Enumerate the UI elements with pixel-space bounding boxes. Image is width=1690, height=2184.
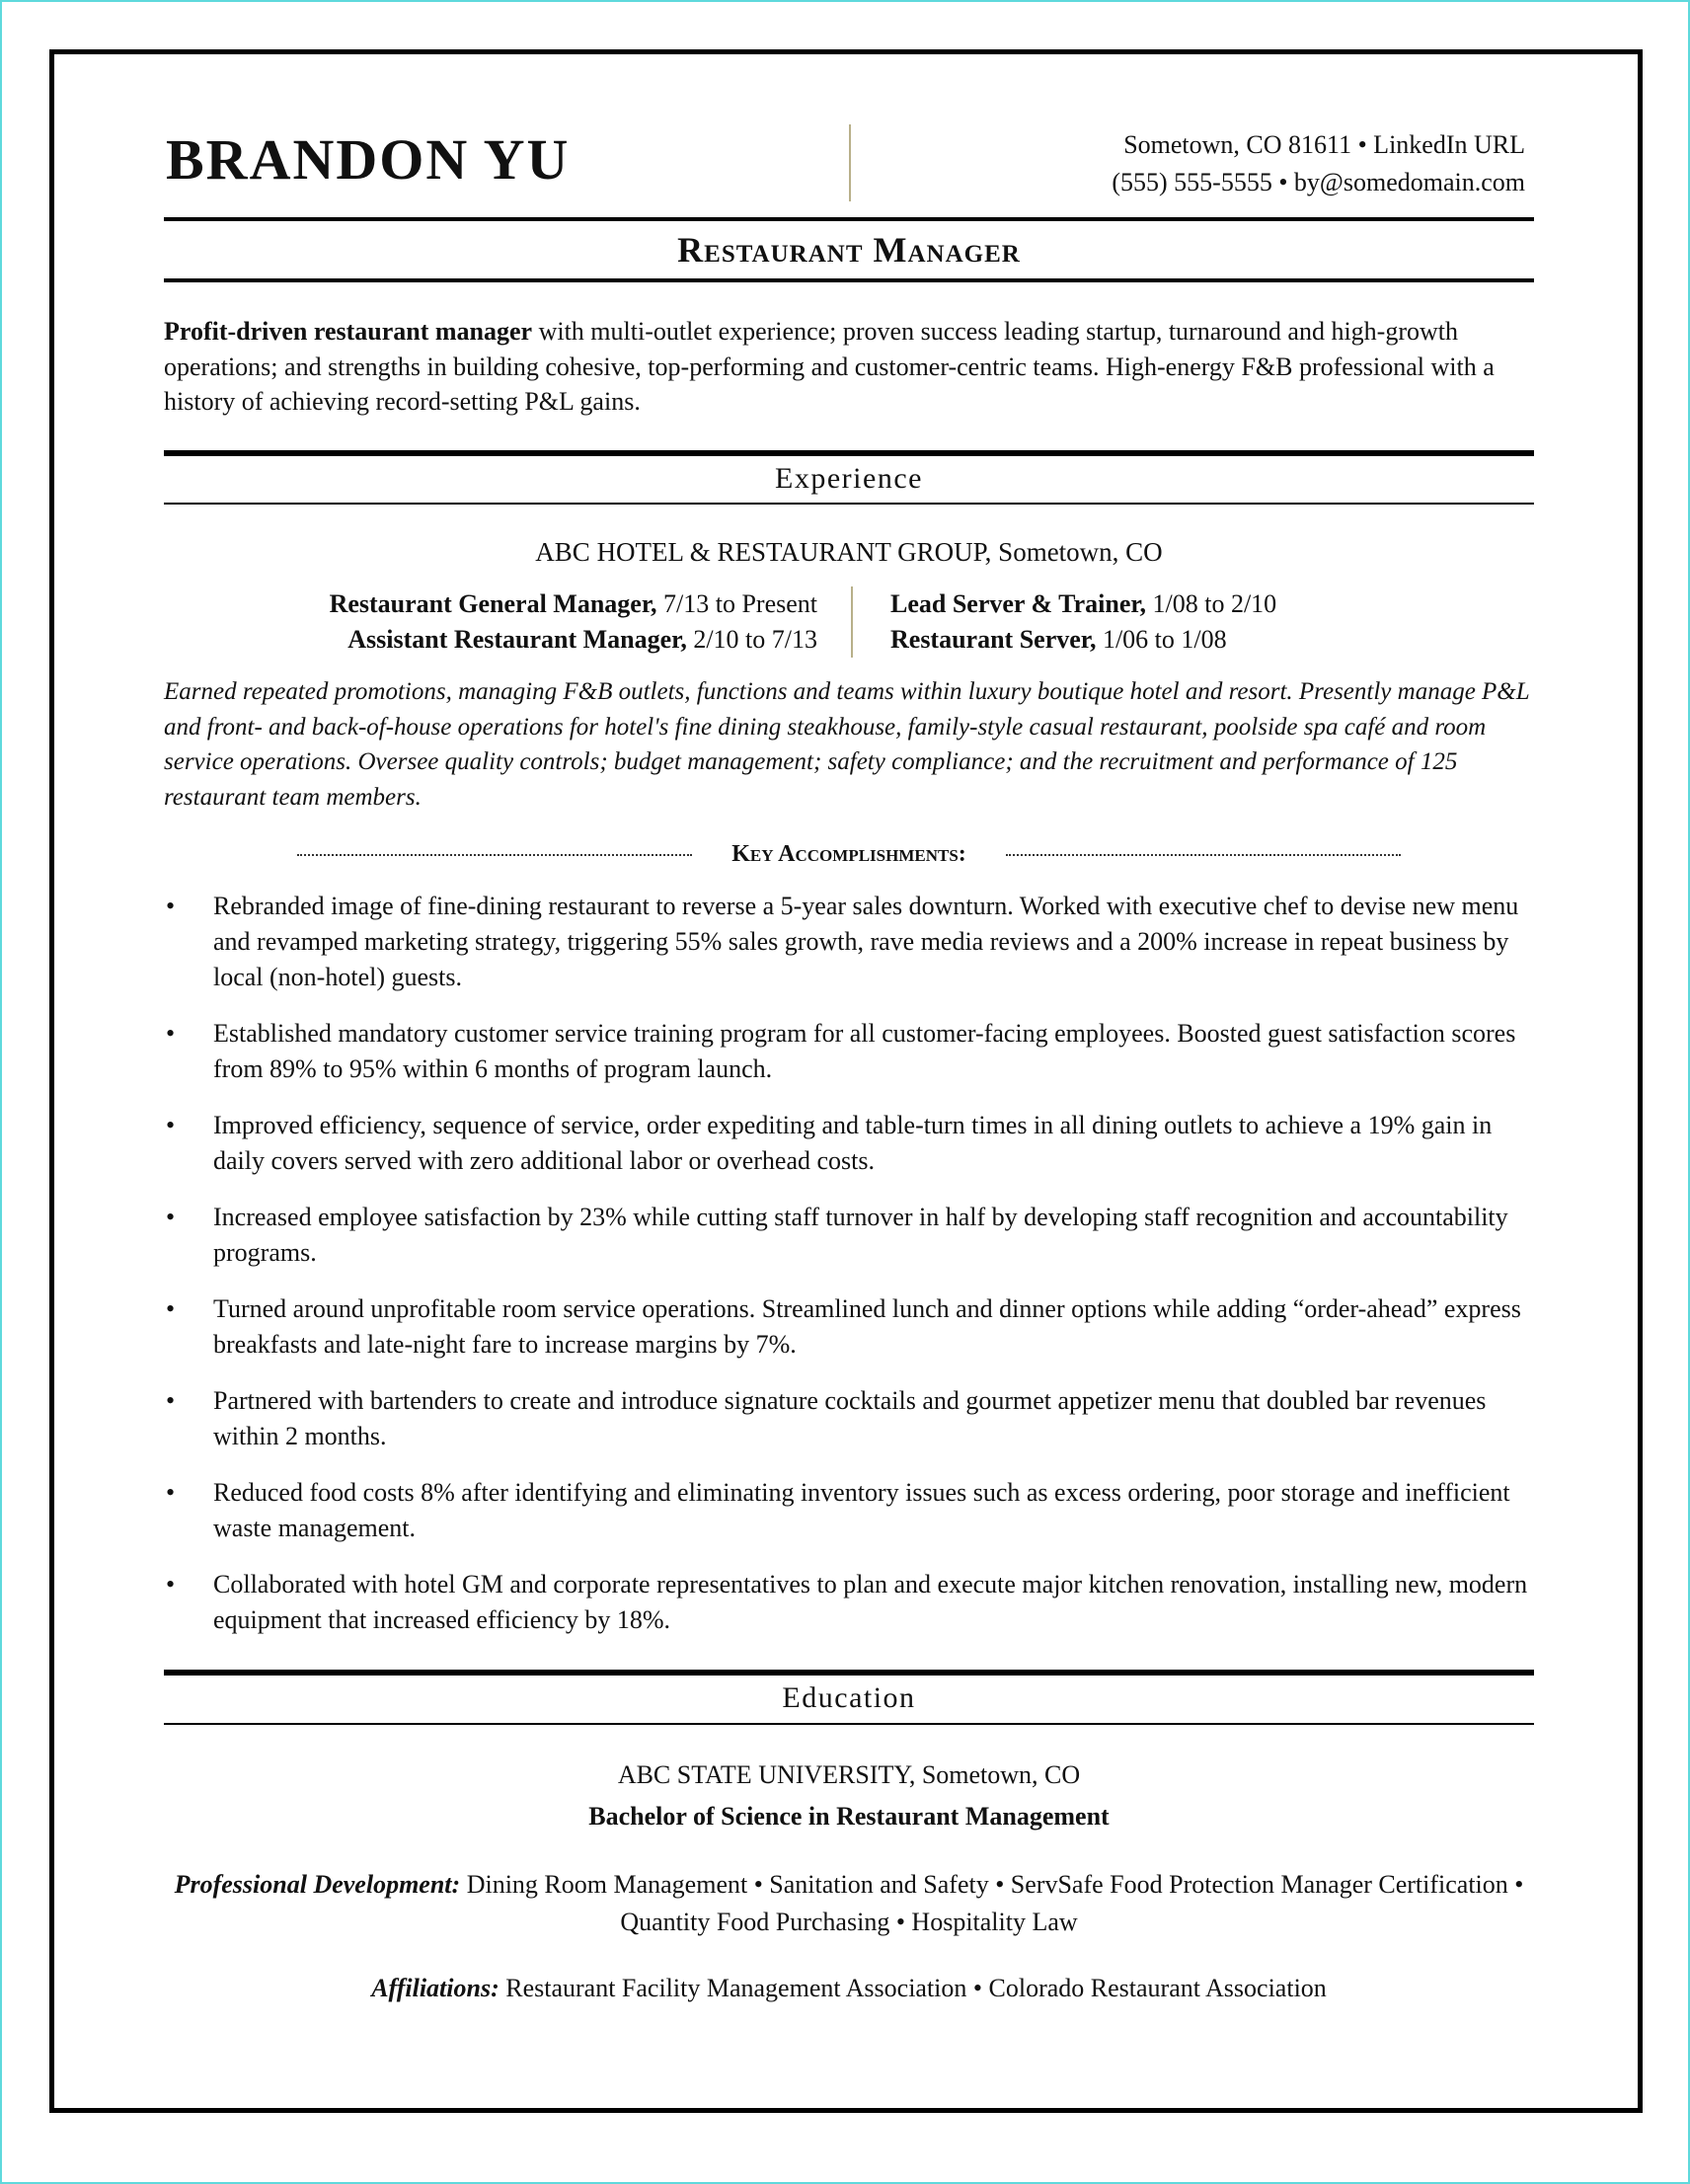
role: Restaurant Server, 1/06 to 1/08 (890, 625, 1227, 654)
list-item: • Established mandatory customer service training program for all customer-facing employees. Boosted guest satisfaction scores from 89% to 95% within 6 months of program launch. (164, 1016, 1534, 1087)
degree: Bachelor of Science in Restaurant Management (588, 1802, 1110, 1831)
job-title: Restaurant Manager (677, 230, 1021, 270)
school: ABC STATE UNIVERSITY, Sometown, CO (617, 1760, 1081, 1789)
accomplishments-list (164, 889, 1534, 1659)
role: Assistant Restaurant Manager, 2/10 to 7/13 (347, 625, 817, 654)
dotted-line (1006, 854, 1401, 856)
professional-development: Professional Development: Dining Room Management • Sanitation and Safety • ServSafe Food Protection Manager Certification • Quantity Food Purchasing • Hospitality Law (174, 1870, 1524, 1936)
roles (164, 586, 1534, 658)
divider (164, 278, 1534, 282)
summary (164, 314, 1534, 420)
summary-text: with multi-outlet experience; proven success leading startup, turnaround and high-growth operations; and strengths in building cohesive, top-performing and customer-centric teams. High-energy F&B professional with a history of achieving record-setting P&L gains. (164, 317, 1495, 416)
dotted-line (297, 854, 692, 856)
contact-info (1112, 126, 1525, 201)
affiliations: Affiliations: Restaurant Facility Management Association • Colorado Restaurant Association (371, 1974, 1327, 2002)
experience-intro: Earned repeated promotions, managing F&B outlets, functions and teams within luxury boutique hotel and resort. Presently manage P&L and front- and back-of-house operations for hotel's fine dining steakhouse, family-style casual restaurant, poolside spa café and room service operations. Oversee quality controls; budget management; safety compliance; and the recruitment and performance of 125 restaurant team members. (164, 678, 1530, 811)
company: ABC HOTEL & RESTAURANT GROUP, Sometown, CO (535, 537, 1163, 567)
list-item: • Turned around unprofitable room service operations. Streamlined lunch and dinner options while adding “order-ahead” express breakfasts and late-night fare to increase margins by 7%. (164, 1291, 1534, 1363)
list-item: • Rebranded image of fine-dining restaurant to reverse a 5-year sales downturn. Worked with executive chef to devise new menu and revamped marketing strategy, triggering 55% sales growth, rave media reviews and a 200% increase in repeat business by local (non-hotel) guests. (164, 889, 1534, 995)
role: Restaurant General Manager, 7/13 to Present (329, 589, 817, 618)
section-heading-education: Education (782, 1681, 916, 1714)
section-heading-experience: Experience (775, 462, 923, 495)
role: Lead Server & Trainer, 1/08 to 2/10 (890, 589, 1277, 618)
list-item: • Collaborated with hotel GM and corporate representatives to plan and execute major kitchen renovation, installing new, modern equipment that increased efficiency by 18%. (164, 1567, 1534, 1638)
summary-lead: Profit-driven restaurant manager (164, 317, 533, 346)
list-item: • Reduced food costs 8% after identifying and eliminating inventory issues such as excess ordering, poor storage and inefficient waste management. (164, 1475, 1534, 1546)
list-item: • Partnered with bartenders to create and introduce signature cocktails and gourmet appetizer menu that doubled bar revenues within 2 months. (164, 1383, 1534, 1454)
accomplishments-heading: Key Accomplishments: (164, 841, 1534, 868)
list-item: • Increased employee satisfaction by 23% while cutting staff turnover in half by developing staff recognition and accountability programs. (164, 1200, 1534, 1271)
contact-address: Sometown, CO 81611 • LinkedIn URL (1123, 130, 1525, 159)
divider (164, 1670, 1534, 1676)
divider (164, 503, 1534, 505)
contact-phone-email: (555) 555-5555 • by@somedomain.com (1112, 168, 1525, 196)
divider (164, 217, 1534, 221)
list-item: • Improved efficiency, sequence of service, order expediting and table-turn times in all dining outlets to achieve a 19% gain in daily covers served with zero additional labor or overhead costs. (164, 1108, 1534, 1179)
header-divider (849, 124, 851, 201)
divider (164, 450, 1534, 456)
divider (164, 1723, 1534, 1725)
candidate-name: BRANDON YU (166, 127, 571, 192)
